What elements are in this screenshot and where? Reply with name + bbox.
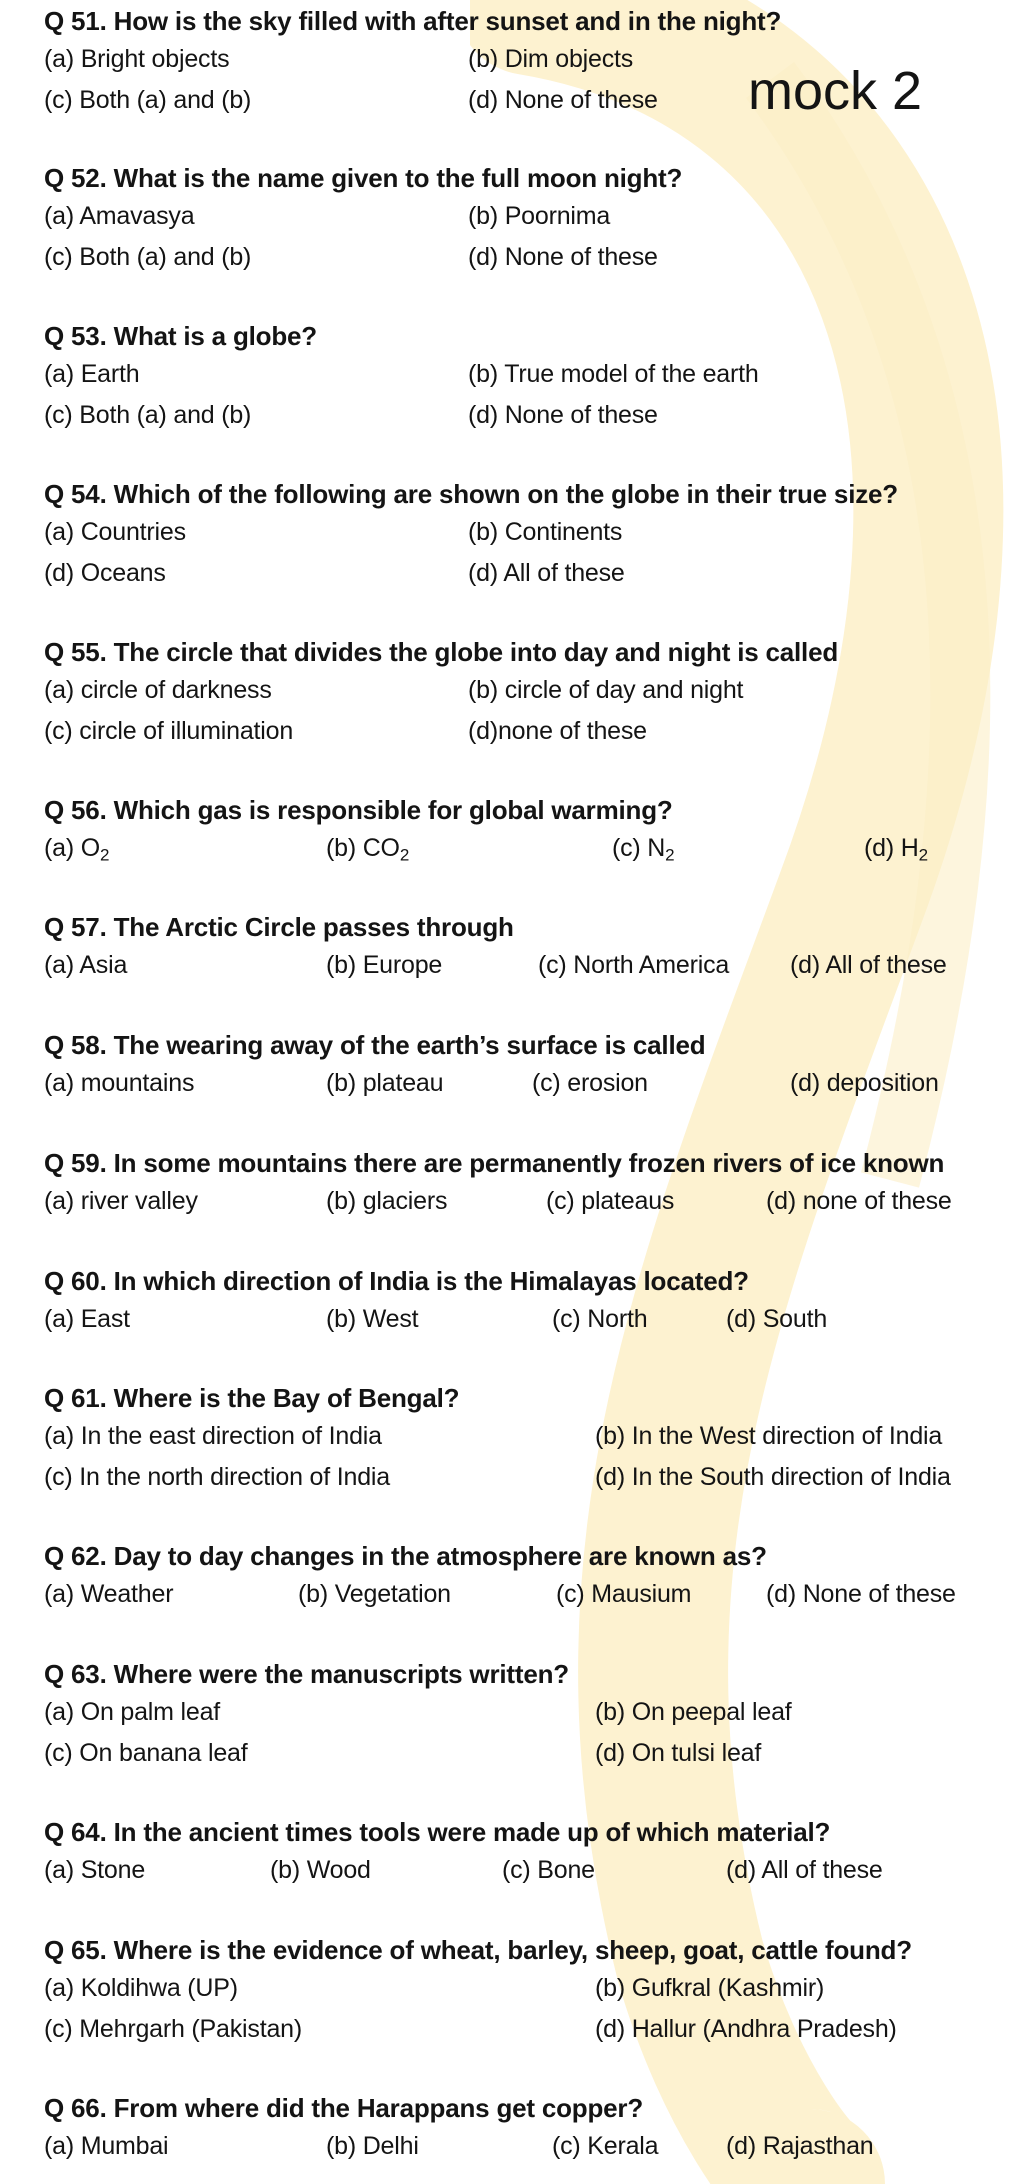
option: (a) Mumbai xyxy=(44,2132,169,2160)
option: (c) In the north direction of India xyxy=(44,1463,390,1491)
option: (c) North America xyxy=(538,951,730,979)
question-text: Q 52. What is the name given to the full moon night? xyxy=(44,163,683,193)
option: (d) On tulsi leaf xyxy=(595,1739,762,1767)
option: (d) None of these xyxy=(766,1580,956,1608)
option: (a) East xyxy=(44,1305,130,1333)
option: (d) None of these xyxy=(468,401,658,429)
option: (b) Poornima xyxy=(468,202,611,230)
option: (b) plateau xyxy=(326,1069,444,1097)
option: (c) Kerala xyxy=(552,2132,659,2160)
option: (c) Both (a) and (b) xyxy=(44,243,252,271)
option: (a) mountains xyxy=(44,1069,195,1097)
option: (d) None of these xyxy=(468,86,658,114)
mock-label: mock 2 xyxy=(748,61,923,121)
question-text: Q 64. In the ancient times tools were made up of which material? xyxy=(44,1817,831,1847)
option: (d)none of these xyxy=(468,717,647,745)
question-text: Q 54. Which of the following are shown on the globe in their true size? xyxy=(44,479,898,509)
option: (d) In the South direction of India xyxy=(595,1463,951,1491)
option: (c) Mehrgarh (Pakistan) xyxy=(44,2015,302,2043)
option: (b) On peepal leaf xyxy=(595,1698,792,1726)
option: (a) In the east direction of India xyxy=(44,1422,382,1450)
option: (b) Wood xyxy=(270,1856,371,1884)
option: (b) True model of the earth xyxy=(468,360,759,388)
option: (d) none of these xyxy=(766,1187,952,1215)
question-text: Q 60. In which direction of India is the Himalayas located? xyxy=(44,1266,749,1296)
option: (b) circle of day and night xyxy=(468,676,744,704)
option: (d) Rajasthan xyxy=(726,2132,874,2160)
option: (b) West xyxy=(326,1305,419,1333)
option: (b) In the West direction of India xyxy=(595,1422,943,1450)
option: (b) Delhi xyxy=(326,2132,419,2160)
option: (d) deposition xyxy=(790,1069,939,1097)
option: (d) $H_2$ xyxy=(864,834,928,865)
option: (c) Mausium xyxy=(556,1580,692,1608)
option: (c) On banana leaf xyxy=(44,1739,248,1767)
option: (a) On palm leaf xyxy=(44,1698,221,1726)
option: (b) Gufkral (Kashmir) xyxy=(595,1974,825,2002)
option: (a) Asia xyxy=(44,951,128,979)
option: (b) Europe xyxy=(326,951,443,979)
option: (a) Koldihwa (UP) xyxy=(44,1974,238,2002)
option: (d) All of these xyxy=(790,951,947,979)
question-text: Q 66. From where did the Harappans get copper? xyxy=(44,2093,644,2123)
question-text: Q 61. Where is the Bay of Bengal? xyxy=(44,1383,460,1413)
option: (a) Countries xyxy=(44,518,186,546)
option: (b) $CO_2$ xyxy=(326,834,410,865)
option: (b) Continents xyxy=(468,518,623,546)
question-text: Q 62. Day to day changes in the atmosphere are known as? xyxy=(44,1541,767,1571)
question-text: Q 53. What is a globe? xyxy=(44,321,317,351)
option: (a) Weather xyxy=(44,1580,174,1608)
option: (b) Dim objects xyxy=(468,45,634,73)
question-text: Q 51. How is the sky filled with after sunset and in the night? xyxy=(44,6,782,36)
option: (c) plateaus xyxy=(546,1187,675,1215)
option: (c) $N_2$ xyxy=(612,834,675,865)
option: (b) Vegetation xyxy=(298,1580,451,1608)
question-text: Q 56. Which gas is responsible for global warming? xyxy=(44,795,673,825)
option: (d) All of these xyxy=(726,1856,883,1884)
option: (a) Amavasya xyxy=(44,202,195,230)
option: (c) Bone xyxy=(502,1856,595,1884)
option: (c) erosion xyxy=(532,1069,648,1097)
question-text: Q 63. Where were the manuscripts written? xyxy=(44,1659,569,1689)
option: (d) All of these xyxy=(468,559,625,587)
option: (a) river valley xyxy=(44,1187,198,1215)
question-text: Q 58. The wearing away of the earth’s surface is called xyxy=(44,1030,706,1060)
option: (d) None of these xyxy=(468,243,658,271)
option: (a) Earth xyxy=(44,360,140,388)
question-text: Q 65. Where is the evidence of wheat, barley, sheep, goat, cattle found? xyxy=(44,1935,912,1965)
option: (c) circle of illumination xyxy=(44,717,294,745)
question-text: Q 57. The Arctic Circle passes through xyxy=(44,912,514,942)
option: (d) Hallur (Andhra Pradesh) xyxy=(595,2015,897,2043)
option: (a) Stone xyxy=(44,1856,146,1884)
option: (a) Bright objects xyxy=(44,45,230,73)
option: (b) glaciers xyxy=(326,1187,448,1215)
option: (a) circle of darkness xyxy=(44,676,272,704)
question-text: Q 59. In some mountains there are permanently frozen rivers of ice known xyxy=(44,1148,945,1178)
option: (c) Both (a) and (b) xyxy=(44,401,252,429)
option: (c) Both (a) and (b) xyxy=(44,86,252,114)
option: (a) $O_2$ xyxy=(44,834,110,865)
option: (d) South xyxy=(726,1305,828,1333)
question-text: Q 55. The circle that divides the globe into day and night is called xyxy=(44,637,839,667)
option: (c) North xyxy=(552,1305,648,1333)
option: (d) Oceans xyxy=(44,559,166,587)
